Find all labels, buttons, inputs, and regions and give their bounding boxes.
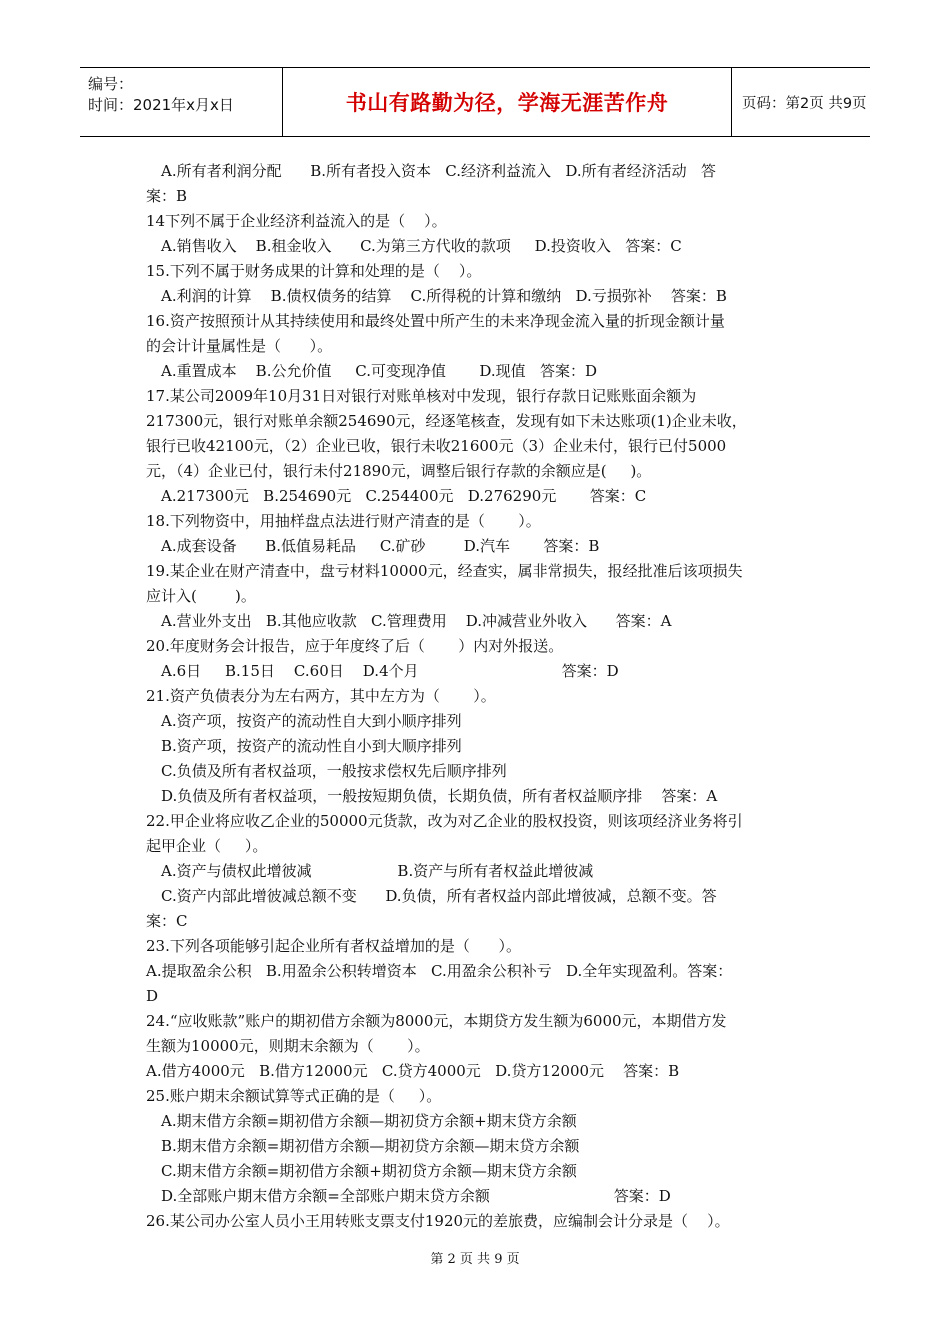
text-line: A.销售收入 B.租金收入 C.为第三方代收的款项 D.投资收入 答案：C [161, 237, 682, 255]
document-number: 编号： [88, 75, 134, 93]
text-line: 217300元，银行对账单余额254690元，经逐笔核查，发现有如下未达账项(1)企业未收， [146, 412, 747, 430]
header-page-info: 页码：第2页 共9页 [742, 95, 867, 112]
text-line: A.资产与债权此增彼减 B.资产与所有者权益此增彼减 [161, 862, 594, 880]
header-motto-cell [283, 68, 732, 136]
page-footer: 第 2 页 共 9 页 [430, 1252, 520, 1267]
text-line: 起甲企业（ ）。 [146, 837, 268, 855]
text-line: A.重置成本 B.公允价值 C.可变现净值 D.现值 答案：D [161, 362, 597, 380]
question-22: 22.甲企业将应收乙企业的50000元货款，改为对乙企业的股权投资，则该项经济业务将引 [146, 812, 743, 830]
document-date: 时间：2021年x月x日 [88, 96, 234, 114]
text-line: A.借方4000元 B.借方12000元 C.贷方4000元 D.贷方12000元 答案：B [146, 1062, 680, 1080]
text-line: B.期末借方余额=期初借方余额—期初贷方余额—期末贷方余额 [161, 1137, 580, 1155]
text-line: A.利润的计算 B.债权债务的结算 C.所得税的计算和缴纳 D.亏损弥补 答案：B [161, 287, 727, 305]
text-line: A.营业外支出 B.其他应收款 C.管理费用 D.冲减营业外收入 答案：A [161, 612, 672, 630]
question-15: 15.下列不属于财务成果的计算和处理的是（ ）。 [146, 262, 482, 280]
text-line: C.期末借方余额=期初借方余额+期初贷方余额—期末贷方余额 [161, 1162, 577, 1180]
text-line: 银行已收42100元，（2）企业已收，银行未收21600元（3）企业未付，银行已付5000 [146, 437, 727, 455]
text-line: D [146, 987, 159, 1005]
text-line: D.负债及所有者权益项，一般按短期负债，长期负债，所有者权益顺序排 答案：A [161, 787, 718, 805]
header-motto: 书山有路勤为径，学海无涯苦作舟 [345, 91, 669, 115]
question-24: 24.“应收账款”账户的期初借方余额为8000元，本期贷方发生额为6000元，本期借方发 [146, 1012, 727, 1030]
text-line: 案：B [146, 187, 188, 205]
question-23: 23.下列各项能够引起企业所有者权益增加的是（ ）。 [146, 937, 521, 955]
header-page-cell [732, 68, 870, 136]
text-line: A.217300元 B.254690元 C.254400元 D.276290元 答案：C [161, 487, 647, 505]
text-line: A.6日 B.15日 C.60日 D.4个月 答案：D [161, 662, 619, 680]
text-line: 生额为10000元，则期末余额为（ ）。 [146, 1037, 430, 1055]
header-meta [80, 68, 283, 136]
text-line: A.成套设备 B.低值易耗品 C.矿砂 D.汽车 答案：B [161, 537, 600, 555]
text-line: A.期末借方余额=期初借方余额—期初贷方余额+期末贷方余额 [161, 1112, 577, 1130]
question-21: 21.资产负债表分为左右两方，其中左方为（ ）。 [146, 687, 496, 705]
text-line: A.提取盈余公积 B.用盈余公积转增资本 C.用盈余公积补亏 D.全年实现盈利。答案： [146, 962, 733, 980]
question-18: 18.下列物资中，用抽样盘点法进行财产清查的是（ ）。 [146, 512, 541, 530]
text-line: C.资产内部此增彼减总额不变 D.负债，所有者权益内部此增彼减，总额不变。答 [161, 887, 717, 905]
question-19: 19.某企业在财产清查中，盘亏材料10000元，经查实，属非常损失，报经批准后该项损失 [146, 562, 743, 580]
text-line: 的会计计量属性是（ ）。 [146, 337, 333, 355]
question-17: 17.某公司2009年10月31日对银行对账单核对中发现，银行存款日记账账面余额为 [146, 387, 697, 405]
page-header [80, 67, 870, 137]
text-line: C.负债及所有者权益项，一般按求偿权先后顺序排列 [161, 762, 507, 780]
text-line: D.全部账户期末借方余额=全部账户期末贷方余额 答案：D [161, 1187, 671, 1205]
text-line: 应计入( )。 [146, 587, 256, 605]
question-20: 20.年度财务会计报告，应于年度终了后（ ）内对外报送。 [146, 637, 564, 655]
text-line: 案：C [146, 912, 188, 930]
question-16: 16.资产按照预计从其持续使用和最终处置中所产生的未来净现金流入量的折现金额计量 [146, 312, 725, 330]
text-line: 元，（4）企业已付，银行未付21890元，调整后银行存款的余额应是( )。 [146, 462, 652, 480]
text-line: B.资产项，按资产的流动性自小到大顺序排列 [161, 737, 462, 755]
text-line: A.资产项，按资产的流动性自大到小顺序排列 [161, 712, 462, 730]
question-14: 14下列不属于企业经济利益流入的是（ ）。 [146, 212, 447, 230]
question-26: 26.某公司办公室人员小王用转账支票支付1920元的差旅费，应编制会计分录是（ ）。 [146, 1212, 730, 1230]
text-line: A.所有者利润分配 B.所有者投入资本 C.经济利益流入 D.所有者经济活动 答 [161, 162, 716, 180]
question-25: 25.账户期末余额试算等式正确的是（ ）。 [146, 1087, 442, 1105]
